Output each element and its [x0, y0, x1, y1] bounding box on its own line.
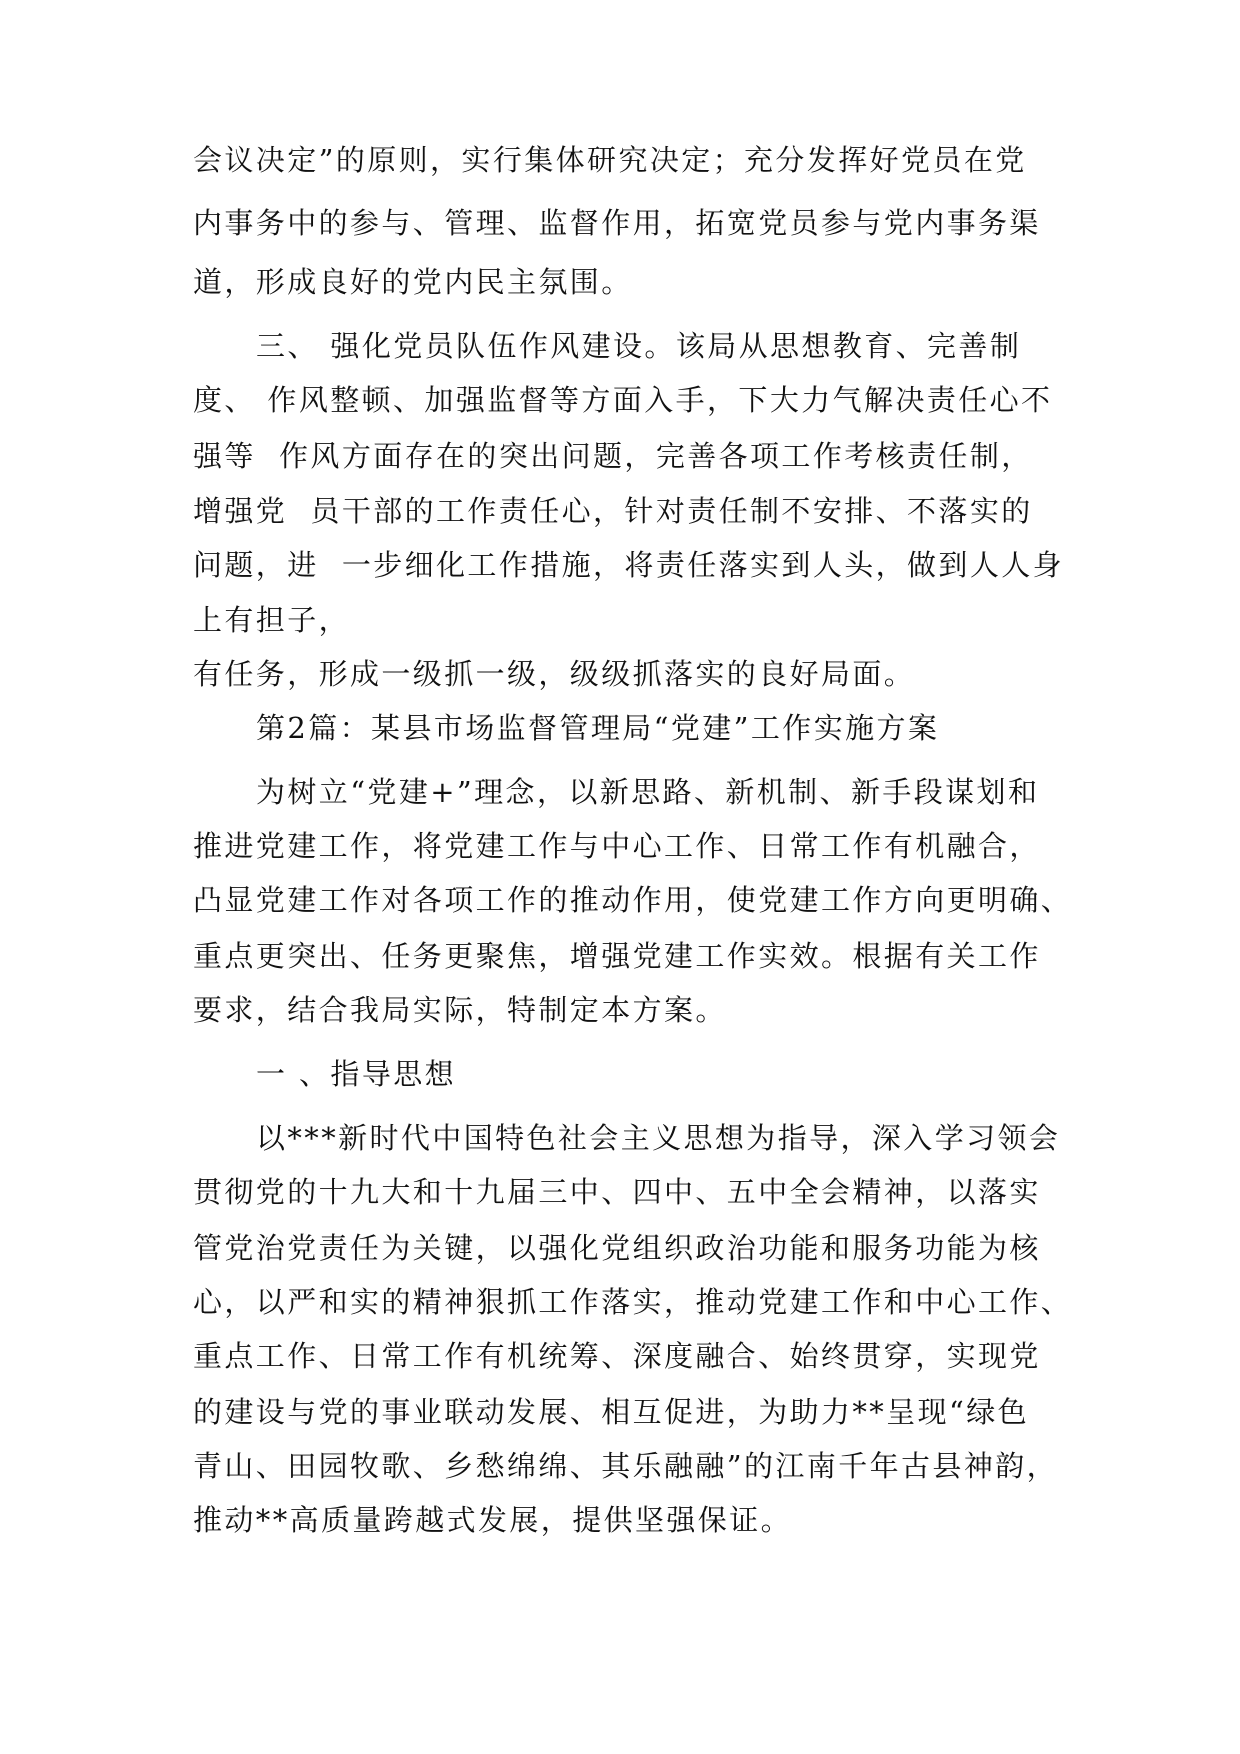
- text-line: 问题，进 一步细化工作措施，将责任落实到人头，做到人人身: [193, 548, 1065, 582]
- text-line: 会议决定”的原则，实行集体研究决定；充分发挥好党员在党: [193, 143, 1027, 177]
- text-line: 贯彻党的十九大和十九届三中、四中、五中全会精神，以落实: [193, 1175, 1041, 1209]
- text-line: 推进党建工作，将党建工作与中心工作、日常工作有机融合，: [193, 829, 1041, 863]
- text-line: 以***新时代中国特色社会主义思想为指导，深入学习领会: [256, 1121, 1061, 1155]
- text-line: 重点工作、日常工作有机统筹、深度融合、始终贯穿，实现党: [193, 1339, 1041, 1373]
- text-line: 推动**高质量跨越式发展，提供坚强保证。: [193, 1503, 793, 1537]
- text-line: 内事务中的参与、管理、监督作用，拓宽党员参与党内事务渠: [193, 206, 1041, 240]
- section-heading: 三、 强化党员队伍作风建设。该局从思想教育、完善制: [256, 329, 1022, 363]
- text-line: 度、 作风整顿、加强监督等方面入手，下大力气解决责任心不: [193, 383, 1053, 417]
- text-line: 青山、田园牧歌、乡愁绵绵、其乐融融”的江南千年古县神韵，: [193, 1449, 1059, 1483]
- text-line: 有任务，形成一级抓一级，级级抓落实的良好局面。: [193, 657, 916, 691]
- text-line: 为树立“党建+”理念，以新思路、新机制、新手段谋划和: [256, 775, 1040, 809]
- text-line: 增强党 员干部的工作责任心，针对责任制不安排、不落实的: [193, 494, 1033, 528]
- text-line: 要求，结合我局实际，特制定本方案。: [193, 993, 727, 1027]
- text-line: 上有担子，: [193, 603, 351, 637]
- text-line: 强等 作风方面存在的突出问题，完善各项工作考核责任制，: [193, 439, 1033, 473]
- text-line: 管党治党责任为关键，以强化党组织政治功能和服务功能为核: [193, 1231, 1041, 1265]
- text-line: 道，形成良好的党内民主氛围。: [193, 265, 633, 299]
- text-line: 重点更突出、任务更聚焦，增强党建工作实效。根据有关工作: [193, 939, 1041, 973]
- text-line: 心，以严和实的精神狠抓工作落实，推动党建工作和中心工作、: [193, 1285, 1073, 1319]
- text-line: 凸显党建工作对各项工作的推动作用，使党建工作方向更明确、: [193, 883, 1073, 917]
- section-heading: 一 、指导思想: [256, 1057, 457, 1091]
- article-title: 第2篇：某县市场监督管理局“党建”工作实施方案: [256, 711, 940, 745]
- text-line: 的建设与党的事业联动发展、相互促进，为助力**呈现“绿色: [193, 1395, 1030, 1429]
